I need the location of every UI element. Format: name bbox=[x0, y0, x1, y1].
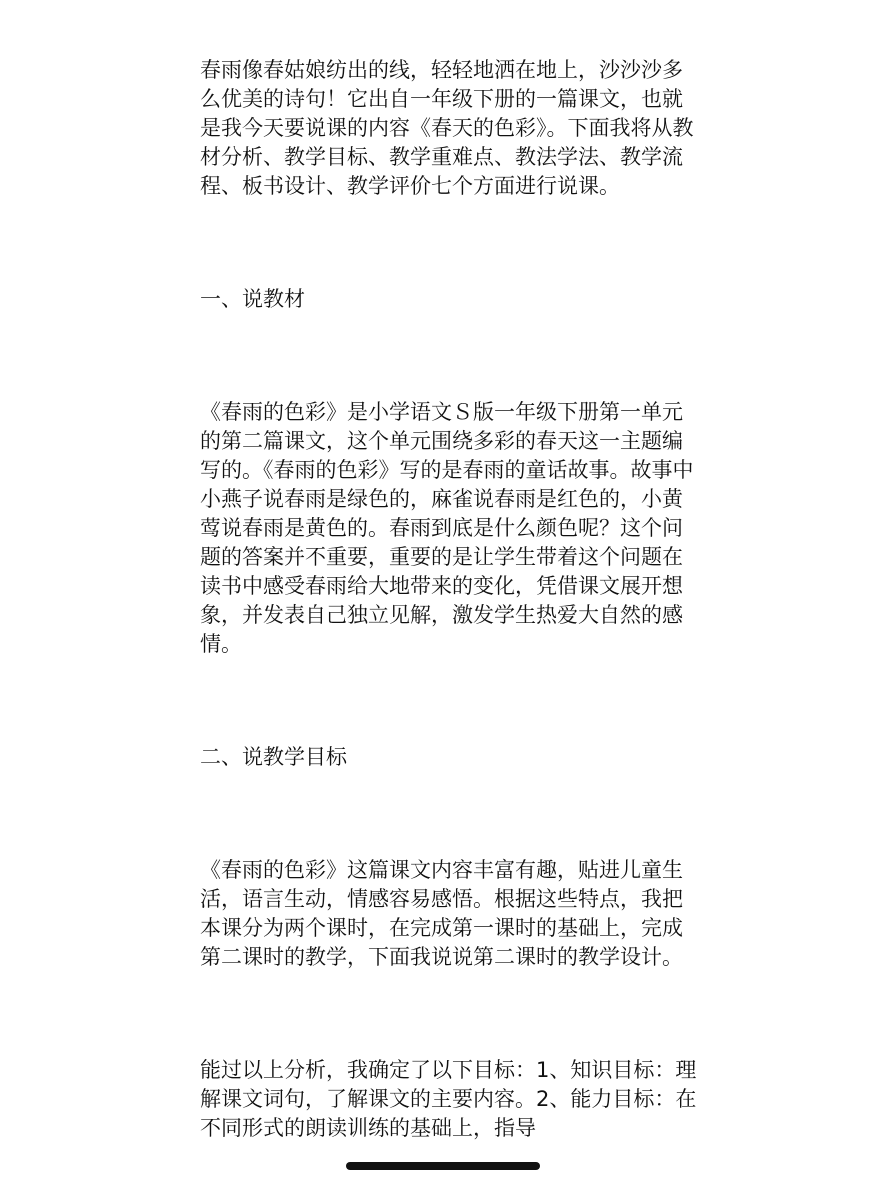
section-heading-goals: 二、说教学目标 bbox=[200, 745, 347, 769]
document-body bbox=[200, 56, 700, 1143]
section-heading-textbook: 一、说教材 bbox=[200, 287, 305, 311]
textbook-paragraph: 《春雨的色彩》是小学语文Ｓ版一年级下册第一单元的第二篇课文，这个单元围绕多彩的春天这一主题编写的。《春雨的色彩》写的是春雨的童话故事。故事中小燕子说春雨是绿色的，麻雀说春雨是红色的，小黄莺说春雨是黄色的。春雨到底是什么颜色呢？这个问题的答案并不重要，重要的是让学生带着这个问题在读书中感受春雨给大地带来的变化，凭借课文展开想象，并发表自己独立见解，激发学生热爱大自然的感情。 bbox=[200, 400, 694, 656]
goals-paragraph: 能过以上分析，我确定了以下目标：1、知识目标：理解课文词句，了解课文的主要内容。2、能力目标：在不同形式的朗读训练的基础上，指导 bbox=[200, 1058, 697, 1140]
home-indicator[interactable] bbox=[346, 1162, 540, 1170]
goals-intro-paragraph: 《春雨的色彩》这篇课文内容丰富有趣，贴进儿童生活，语言生动，情感容易感悟。根据这些特点，我把本课分为两个课时，在完成第一课时的基础上，完成第二课时的教学，下面我说说第二课时的教学设计。 bbox=[200, 858, 683, 969]
intro-paragraph: 春雨像春姑娘纺出的线，轻轻地洒在地上，沙沙沙多么优美的诗句！它出自一年级下册的一篇课文，也就是我今天要说课的内容《春天的色彩》。下面我将从教材分析、教学目标、教学重难点、教法学法、教学流程、板书设计、教学评价七个方面进行说课。 bbox=[200, 58, 694, 198]
